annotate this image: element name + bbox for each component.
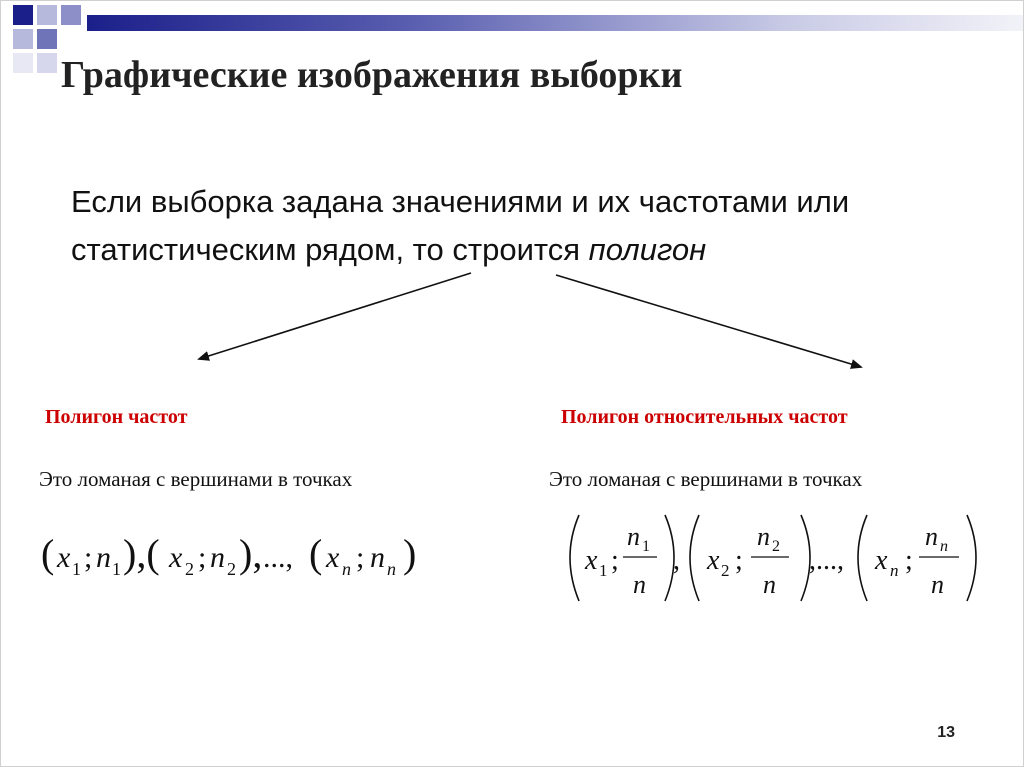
frequency-polygon-formula — [41, 523, 471, 587]
svg-text:n: n — [763, 570, 776, 599]
svg-text:x: x — [875, 545, 888, 576]
svg-text:n: n — [931, 570, 944, 599]
arrow-left — [199, 273, 471, 359]
svg-text:x: x — [169, 541, 183, 574]
svg-text:n: n — [757, 522, 770, 551]
svg-text:1: 1 — [642, 538, 650, 555]
right-description: Это ломаная с вершинами в точках — [549, 467, 863, 491]
left-description: Это ломаная с вершинами в точках — [39, 467, 353, 491]
svg-text:,...,: ,..., — [809, 545, 844, 576]
intro-emphasis: полигон — [588, 232, 707, 267]
svg-text:n: n — [890, 561, 899, 580]
svg-text:2: 2 — [185, 559, 194, 579]
svg-text:n: n — [940, 538, 948, 555]
svg-text:x: x — [707, 545, 720, 576]
svg-text:(: ( — [309, 531, 323, 576]
svg-text:n: n — [96, 541, 111, 574]
svg-text:n: n — [627, 522, 640, 551]
svg-text:),(: ),( — [123, 531, 160, 576]
svg-text:x: x — [326, 541, 340, 574]
svg-text:): ) — [403, 531, 417, 576]
svg-text:n: n — [633, 570, 646, 599]
svg-text:,: , — [673, 545, 680, 576]
svg-text:n: n — [370, 541, 385, 574]
svg-text:;: ; — [611, 545, 619, 576]
svg-text:;: ; — [356, 541, 365, 574]
svg-text:1: 1 — [72, 559, 81, 579]
svg-text:n: n — [925, 522, 938, 551]
svg-text:1: 1 — [599, 561, 608, 580]
svg-text:2: 2 — [227, 559, 236, 579]
svg-text:n: n — [342, 559, 351, 579]
svg-text:;: ; — [735, 545, 743, 576]
svg-text:1: 1 — [112, 559, 121, 579]
right-heading: Полигон относительных частот — [561, 406, 848, 428]
svg-text:),: ), — [239, 531, 263, 576]
svg-text:;: ; — [198, 541, 207, 574]
svg-text:x: x — [585, 545, 598, 576]
relative-frequency-polygon-formula — [561, 509, 991, 609]
arrow-right — [556, 275, 861, 367]
svg-text:;: ; — [905, 545, 913, 576]
page-number: 13 — [937, 724, 955, 741]
intro-text: Если выборка задана значениями и их частотами или статистическим рядом, то строится — [71, 184, 850, 267]
svg-text:n: n — [210, 541, 225, 574]
slide-title: Графические изображения выборки — [61, 54, 683, 96]
svg-text:(: ( — [41, 531, 55, 576]
svg-text:;: ; — [84, 541, 93, 574]
svg-text:...,: ..., — [263, 541, 293, 574]
branch-arrows — [1, 1, 1024, 767]
svg-text:2: 2 — [772, 538, 780, 555]
left-heading: Полигон частот — [45, 406, 188, 428]
svg-text:n: n — [387, 559, 396, 579]
svg-text:2: 2 — [721, 561, 730, 580]
svg-text:x: x — [57, 541, 71, 574]
